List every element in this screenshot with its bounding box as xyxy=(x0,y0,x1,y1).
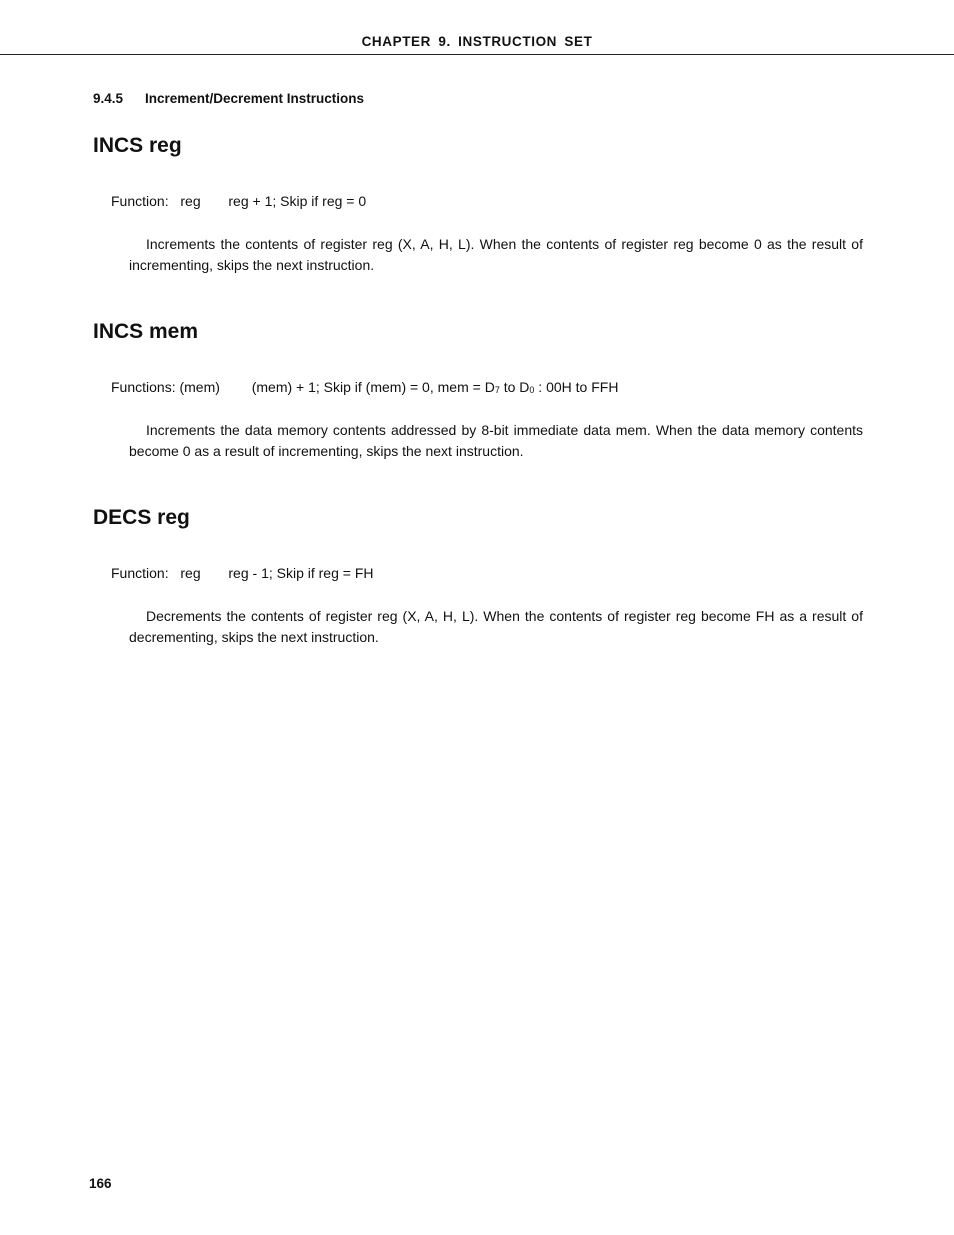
function-line-incs-mem xyxy=(111,379,618,395)
function-label: Functions: xyxy=(111,379,176,395)
running-header: CHAPTER 9. INSTRUCTION SET xyxy=(361,34,593,49)
function-expression: reg + 1; Skip if reg = 0 xyxy=(228,193,367,209)
function-expression-part-c: : 00H to FFH xyxy=(534,379,619,395)
function-dest: reg xyxy=(180,193,201,209)
description-incs-reg: Increments the contents of register reg (X, A, H, L). When the contents of register reg become 0 as the result of incrementing, skips the next instruction. xyxy=(129,236,863,273)
header-rule xyxy=(0,54,954,55)
instruction-heading-decs-reg: DECS reg xyxy=(93,506,190,529)
subscript-0: 0 xyxy=(529,385,535,395)
function-label: Function: xyxy=(111,565,169,581)
section-number: 9.4.5 xyxy=(93,91,124,106)
function-expression: reg - 1; Skip if reg = FH xyxy=(228,565,374,581)
description-incs-mem: Increments the data memory contents addressed by 8-bit immediate data mem. When the data memory contents become 0 as a result of incrementing, skips the next instruction. xyxy=(129,422,863,459)
function-dest: reg xyxy=(180,565,201,581)
function-expression-part-a: (mem) + 1; Skip if (mem) = 0, mem = D xyxy=(251,379,495,395)
function-label: Function: xyxy=(111,193,169,209)
subscript-7: 7 xyxy=(494,385,500,395)
instruction-heading-incs-reg: INCS reg xyxy=(93,134,182,157)
function-expression-part-b: to D xyxy=(499,379,530,395)
function-line-incs-reg xyxy=(111,193,366,209)
instruction-heading-incs-mem: INCS mem xyxy=(93,320,199,343)
function-dest: (mem) xyxy=(179,379,220,395)
function-line-decs-reg xyxy=(111,565,374,581)
description-decs-reg: Decrements the contents of register reg (X, A, H, L). When the contents of register reg become FH as a result of decrementing, skips the next instruction. xyxy=(129,608,863,645)
section-title: Increment/Decrement Instructions xyxy=(145,91,365,106)
page-number: 166 xyxy=(89,1176,112,1191)
